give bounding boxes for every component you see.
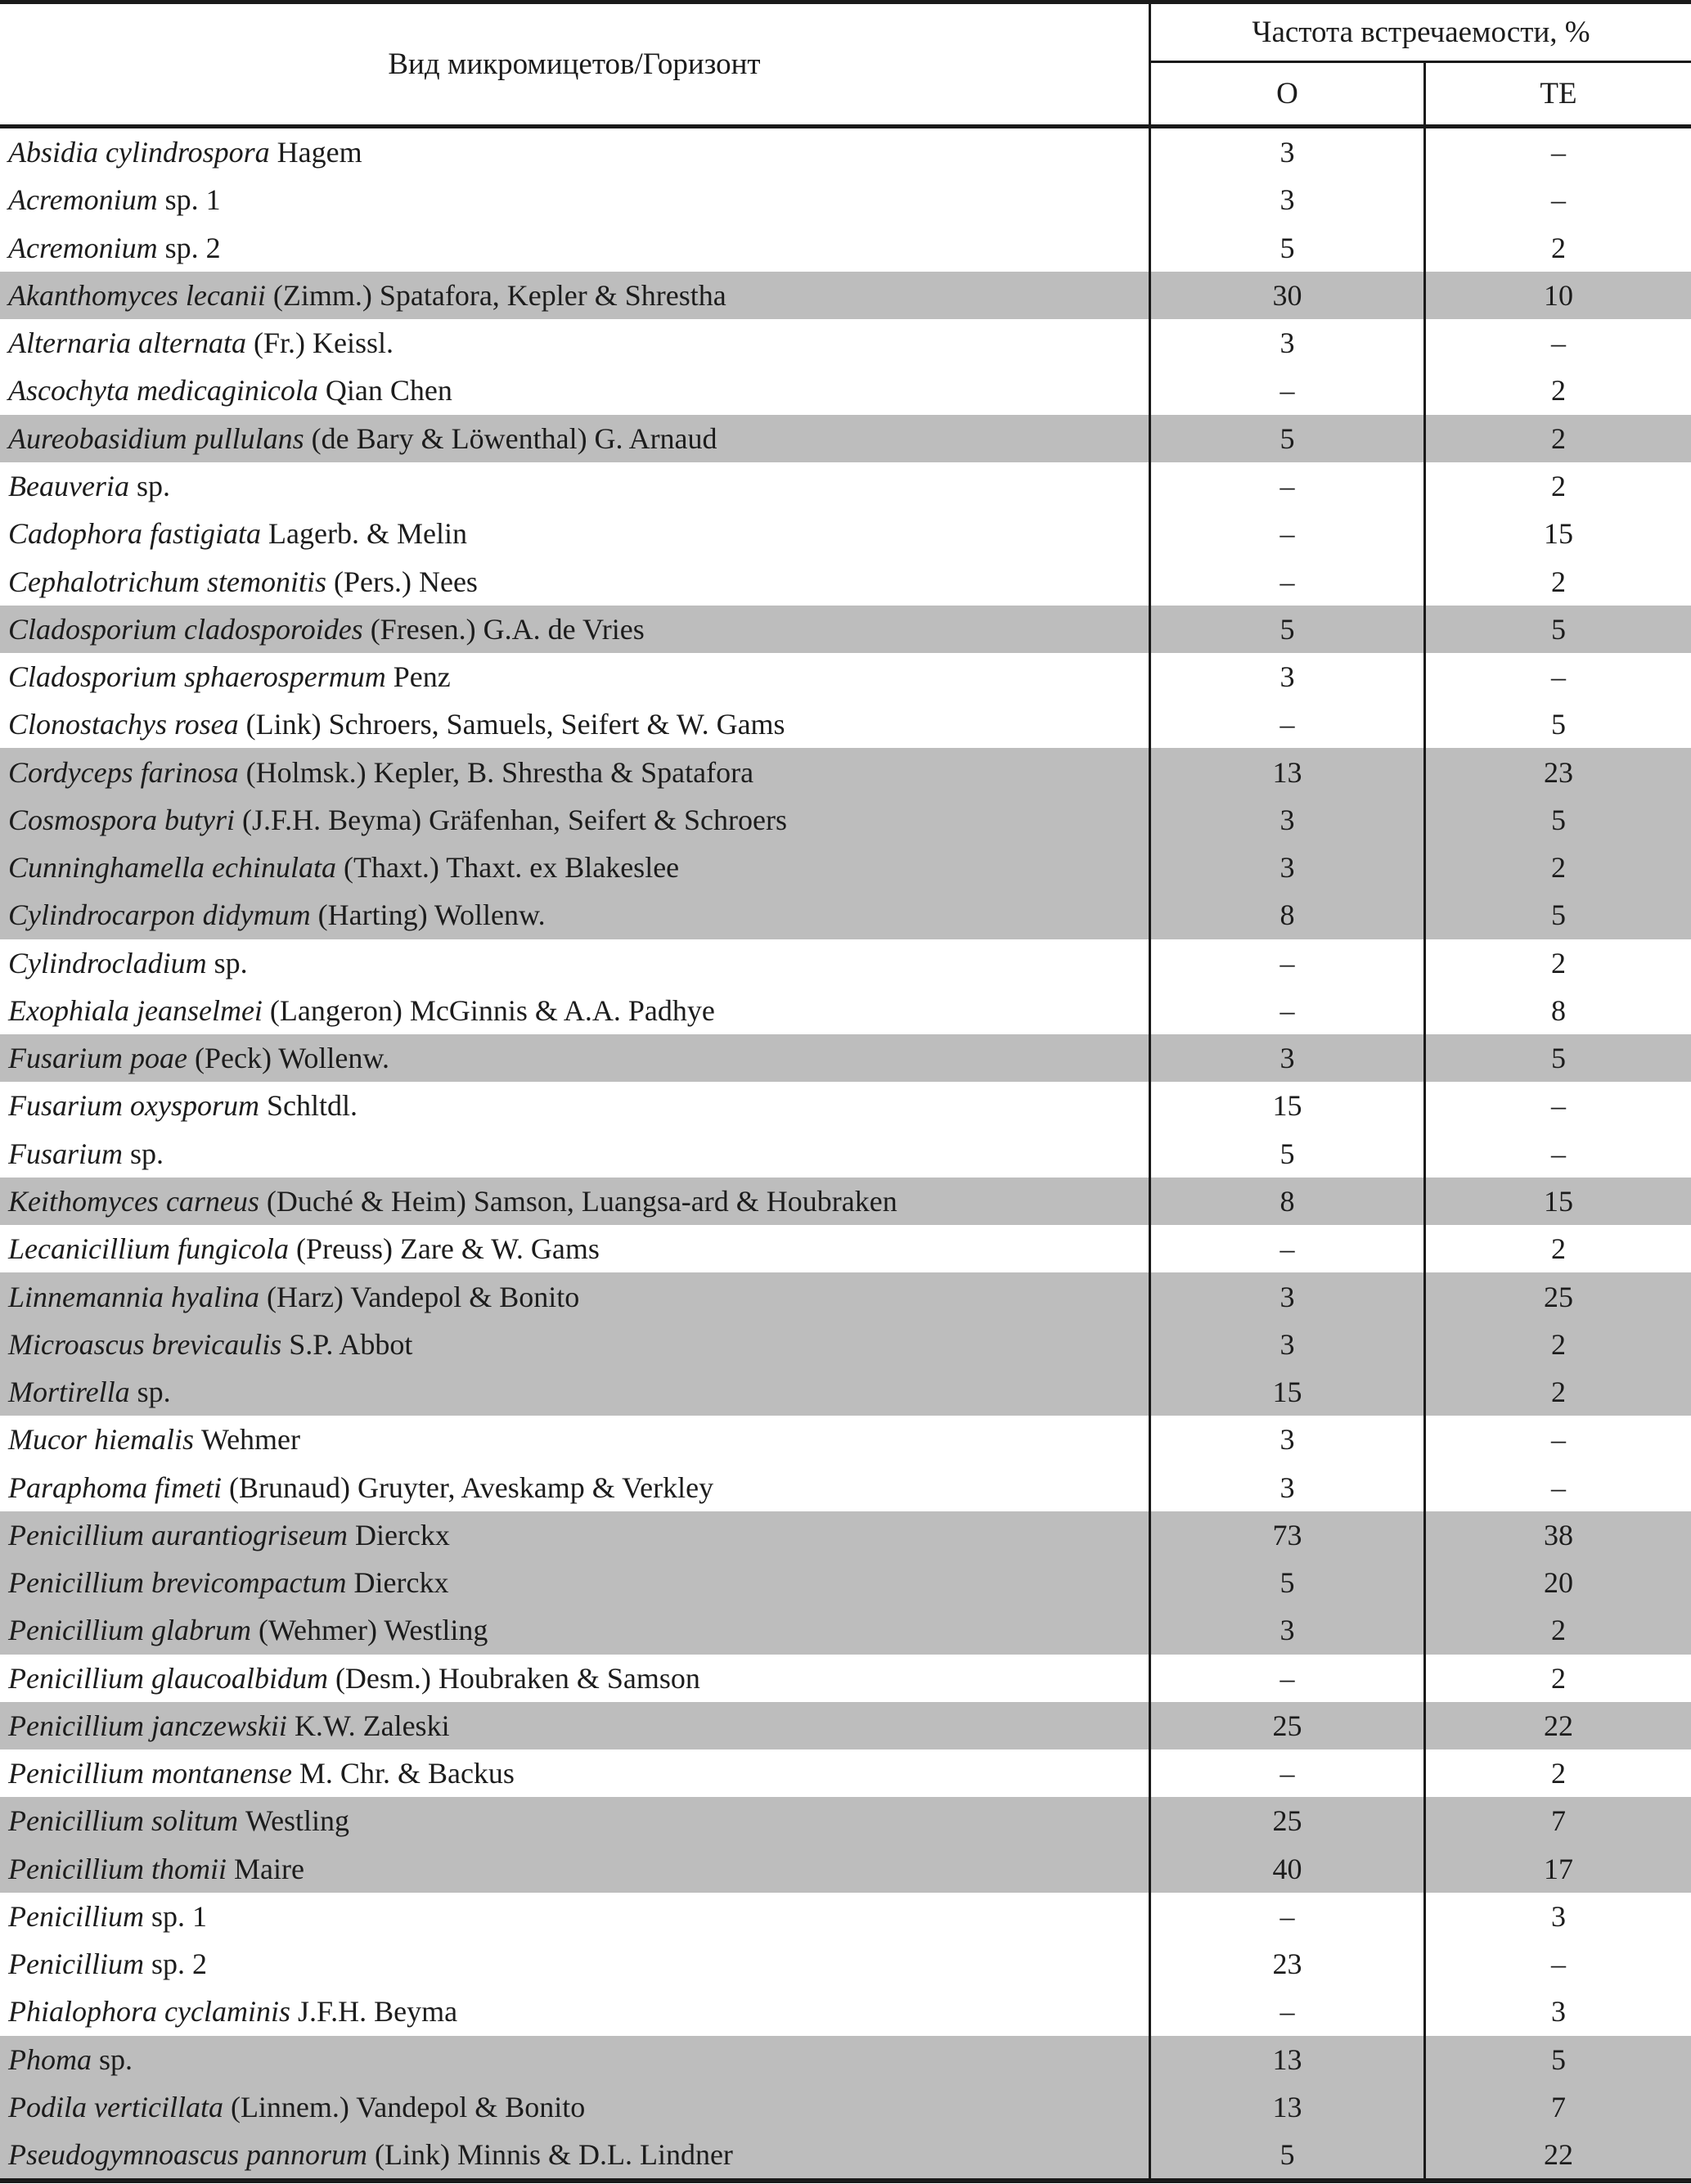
- species-name: Clonostachys rosea: [8, 708, 239, 741]
- species-name: Cladosporium cladosporoides: [8, 612, 363, 646]
- te-frequency-cell: 2: [1423, 367, 1691, 414]
- species-name: Cordyceps farinosa: [8, 755, 239, 789]
- o-frequency-cell: 3: [1149, 1321, 1423, 1368]
- o-frequency-cell: 23: [1149, 1940, 1423, 1988]
- species-name: Cephalotrichum stemonitis: [8, 565, 326, 598]
- species-name: Absidia cylindrospora: [8, 136, 270, 169]
- species-cell: [0, 1368, 1149, 1416]
- species-authority: sp. 1: [157, 183, 221, 217]
- table-row: [0, 1082, 1691, 1129]
- species-authority: Qian Chen: [317, 374, 452, 408]
- species-authority: (Thaxt.) Thaxt. ex Blakeslee: [335, 851, 680, 885]
- species-cell: [0, 606, 1149, 653]
- species-authority: Hagem: [269, 136, 362, 169]
- o-frequency-cell: –: [1149, 462, 1423, 510]
- table-row: [0, 606, 1691, 653]
- column-header-species-horizon: Вид микромицетов/Горизонт: [388, 47, 761, 81]
- species-name: Aureobasidium pullulans: [8, 421, 304, 455]
- species-name: Alternaria alternata: [8, 326, 246, 360]
- table-row: [0, 1368, 1691, 1416]
- species-authority: Wehmer: [193, 1423, 301, 1457]
- te-frequency-cell: –: [1423, 653, 1691, 700]
- species-name: Fusarium: [8, 1137, 124, 1170]
- species-cell: [0, 1130, 1149, 1178]
- table-row: [0, 1463, 1691, 1511]
- species-authority: (Brunaud) Gruyter, Aveskamp & Verkley: [221, 1470, 714, 1504]
- te-frequency-cell: 5: [1423, 700, 1691, 748]
- species-name: Microascus brevicaulis: [8, 1327, 282, 1361]
- table-row: [0, 510, 1691, 557]
- o-frequency-cell: –: [1149, 987, 1423, 1034]
- te-frequency-cell: 2: [1423, 1368, 1691, 1416]
- te-frequency-cell: –: [1423, 1940, 1691, 1988]
- o-frequency-cell: 15: [1149, 1082, 1423, 1129]
- table-row: [0, 1178, 1691, 1225]
- species-authority: S.P. Abbot: [281, 1327, 413, 1361]
- o-frequency-cell: 5: [1149, 1559, 1423, 1606]
- te-frequency-cell: 17: [1423, 1845, 1691, 1893]
- table-row: [0, 1321, 1691, 1368]
- species-cell: [0, 510, 1149, 557]
- species-cell: [0, 939, 1149, 987]
- species-cell: [0, 2036, 1149, 2083]
- species-name: Podila verticillata: [8, 2091, 223, 2124]
- species-authority: (Preuss) Zare & W. Gams: [288, 1232, 600, 1266]
- species-cell: [0, 1272, 1149, 1320]
- table-row: [0, 1940, 1691, 1988]
- species-authority: (Zimm.) Spatafora, Kepler & Shrestha: [265, 278, 726, 312]
- species-authority: Penz: [385, 660, 451, 694]
- te-frequency-cell: 2: [1423, 1749, 1691, 1797]
- te-frequency-cell: –: [1423, 1416, 1691, 1463]
- table-body: [0, 128, 1691, 2178]
- species-cell: [0, 176, 1149, 223]
- te-frequency-cell: –: [1423, 319, 1691, 367]
- species-cell: [0, 319, 1149, 367]
- species-name: Keithomyces carneus: [8, 1184, 259, 1218]
- species-authority: (Harting) Wollenw.: [310, 898, 546, 932]
- species-cell: [0, 415, 1149, 462]
- o-frequency-cell: 5: [1149, 415, 1423, 462]
- species-name: Ascochyta medicaginicola: [8, 374, 318, 408]
- species-name: Acremonium: [8, 183, 158, 217]
- species-cell: [0, 557, 1149, 605]
- o-frequency-cell: 3: [1149, 796, 1423, 844]
- species-name: Acremonium: [8, 231, 158, 264]
- te-frequency-cell: 2: [1423, 1606, 1691, 1654]
- table-row: [0, 176, 1691, 223]
- o-frequency-cell: –: [1149, 557, 1423, 605]
- species-authority: sp. 2: [143, 1948, 207, 1981]
- species-cell: [0, 1893, 1149, 1940]
- species-cell: [0, 1797, 1149, 1844]
- species-authority: Lagerb. & Melin: [261, 517, 467, 551]
- table-row: [0, 987, 1691, 1034]
- species-cell: [0, 2131, 1149, 2178]
- o-frequency-cell: –: [1149, 939, 1423, 987]
- species-authority: K.W. Zaleski: [286, 1709, 450, 1742]
- species-authority: Dierckx: [346, 1566, 449, 1600]
- o-frequency-cell: 3: [1149, 844, 1423, 891]
- species-cell: [0, 796, 1149, 844]
- table-row: [0, 1702, 1691, 1749]
- species-cell: [0, 462, 1149, 510]
- o-frequency-cell: 5: [1149, 224, 1423, 272]
- o-frequency-cell: –: [1149, 1893, 1423, 1940]
- table-row: [0, 1749, 1691, 1797]
- table-row: [0, 1272, 1691, 1320]
- species-cell: [0, 1606, 1149, 1654]
- species-authority: (Langeron) McGinnis & A.A. Padhye: [262, 993, 715, 1027]
- species-name: Mortirella: [8, 1376, 130, 1409]
- o-frequency-cell: –: [1149, 1749, 1423, 1797]
- te-frequency-cell: 2: [1423, 939, 1691, 987]
- te-frequency-cell: 22: [1423, 2131, 1691, 2178]
- species-authority: sp. 2: [157, 231, 221, 264]
- table-row: [0, 557, 1691, 605]
- species-authority: sp.: [129, 1376, 171, 1409]
- species-name: Phialophora cyclaminis: [8, 1995, 290, 2029]
- species-cell: [0, 1940, 1149, 1988]
- o-frequency-cell: –: [1149, 1225, 1423, 1272]
- te-frequency-cell: 7: [1423, 1797, 1691, 1844]
- species-authority: (Wehmer) Westling: [250, 1614, 488, 1647]
- te-frequency-cell: 5: [1423, 891, 1691, 939]
- te-frequency-cell: 15: [1423, 510, 1691, 557]
- te-frequency-cell: 5: [1423, 2036, 1691, 2083]
- te-frequency-cell: 2: [1423, 1655, 1691, 1702]
- o-frequency-cell: 13: [1149, 2083, 1423, 2131]
- te-frequency-cell: 2: [1423, 415, 1691, 462]
- species-authority: (Fr.) Keissl.: [246, 326, 394, 360]
- o-frequency-cell: 3: [1149, 1272, 1423, 1320]
- species-authority: M. Chr. & Backus: [291, 1757, 515, 1790]
- o-frequency-cell: 3: [1149, 1416, 1423, 1463]
- species-cell: [0, 1178, 1149, 1225]
- species-cell: [0, 891, 1149, 939]
- o-frequency-cell: 3: [1149, 1463, 1423, 1511]
- species-authority: Westling: [237, 1804, 350, 1838]
- table-row: [0, 1511, 1691, 1559]
- o-frequency-cell: 40: [1149, 1845, 1423, 1893]
- species-authority: (Holmsk.) Kepler, B. Shrestha & Spatafora: [238, 755, 754, 789]
- species-name: Penicillium solitum: [8, 1804, 238, 1838]
- species-authority: (Linnem.) Vandepol & Bonito: [223, 2091, 586, 2124]
- species-name: Penicillium: [8, 1948, 144, 1981]
- species-authority: (J.F.H. Beyma) Gräfenhan, Seifert & Schroers: [235, 803, 787, 836]
- species-cell: [0, 224, 1149, 272]
- column-header-o-horizon: О: [1149, 63, 1423, 124]
- te-frequency-cell: 23: [1423, 748, 1691, 795]
- species-name: Beauveria: [8, 469, 129, 502]
- species-cell: [0, 2083, 1149, 2131]
- table-row: [0, 1130, 1691, 1178]
- table-row: [0, 1988, 1691, 2035]
- te-frequency-cell: 5: [1423, 606, 1691, 653]
- o-frequency-cell: 3: [1149, 128, 1423, 176]
- table-header: [0, 4, 1691, 128]
- species-authority: J.F.H. Beyma: [290, 1995, 458, 2029]
- te-frequency-cell: 8: [1423, 987, 1691, 1034]
- table-row: [0, 319, 1691, 367]
- species-name: Paraphoma fimeti: [8, 1470, 222, 1504]
- species-cell: [0, 1225, 1149, 1272]
- species-name: Penicillium: [8, 1899, 144, 1933]
- species-cell: [0, 748, 1149, 795]
- species-cell: [0, 1511, 1149, 1559]
- species-authority: (de Bary & Löwenthal) G. Arnaud: [304, 421, 717, 455]
- te-frequency-cell: 2: [1423, 224, 1691, 272]
- te-frequency-cell: –: [1423, 1130, 1691, 1178]
- species-name: Phoma: [8, 2042, 92, 2076]
- table-row: [0, 653, 1691, 700]
- species-authority: Dierckx: [347, 1518, 450, 1551]
- table-row: [0, 367, 1691, 414]
- o-frequency-cell: 5: [1149, 2131, 1423, 2178]
- te-frequency-cell: –: [1423, 128, 1691, 176]
- species-cell: [0, 1749, 1149, 1797]
- table-row: [0, 2131, 1691, 2178]
- o-frequency-cell: –: [1149, 1988, 1423, 2035]
- species-cell: [0, 1655, 1149, 1702]
- table-row: [0, 844, 1691, 891]
- species-authority: sp.: [92, 2042, 133, 2076]
- table-row: [0, 1845, 1691, 1893]
- species-cell: [0, 1845, 1149, 1893]
- te-frequency-cell: –: [1423, 1463, 1691, 1511]
- species-authority: sp.: [128, 469, 170, 502]
- species-cell: [0, 1702, 1149, 1749]
- species-name: Akanthomyces lecanii: [8, 278, 266, 312]
- column-group-header-frequency: Частота встречаемости, %: [1149, 4, 1691, 63]
- species-name: Penicillium aurantiogriseum: [8, 1518, 348, 1551]
- column-header-te-horizon: ТЕ: [1423, 63, 1691, 124]
- o-frequency-cell: –: [1149, 367, 1423, 414]
- te-frequency-cell: 10: [1423, 272, 1691, 319]
- o-frequency-cell: 13: [1149, 748, 1423, 795]
- species-authority: (Link) Minnis & D.L. Lindner: [367, 2138, 733, 2172]
- o-frequency-cell: 3: [1149, 1034, 1423, 1082]
- table-row: [0, 1606, 1691, 1654]
- species-name: Penicillium glaucoalbidum: [8, 1661, 328, 1695]
- table-row: [0, 939, 1691, 987]
- species-name: Mucor hiemalis: [8, 1423, 194, 1457]
- o-frequency-cell: 3: [1149, 176, 1423, 223]
- species-cell: [0, 367, 1149, 414]
- species-authority: (Fresen.) G.A. de Vries: [362, 612, 645, 646]
- species-cell: [0, 1416, 1149, 1463]
- species-name: Penicillium thomii: [8, 1852, 227, 1885]
- o-frequency-cell: 25: [1149, 1797, 1423, 1844]
- table-row: [0, 1893, 1691, 1940]
- species-name: Cunninghamella echinulata: [8, 851, 336, 885]
- species-authority: Maire: [226, 1852, 304, 1885]
- o-frequency-cell: 25: [1149, 1702, 1423, 1749]
- o-frequency-cell: 30: [1149, 272, 1423, 319]
- species-authority: sp. 1: [143, 1899, 207, 1933]
- table-row: [0, 415, 1691, 462]
- table-row: [0, 272, 1691, 319]
- table-row: [0, 748, 1691, 795]
- species-name: Cylindrocladium: [8, 946, 207, 979]
- species-name: Linnemannia hyalina: [8, 1280, 259, 1313]
- o-frequency-cell: 13: [1149, 2036, 1423, 2083]
- table-row: [0, 1034, 1691, 1082]
- te-frequency-cell: 2: [1423, 557, 1691, 605]
- table-row: [0, 1797, 1691, 1844]
- species-name: Fusarium poae: [8, 1042, 187, 1075]
- o-frequency-cell: 15: [1149, 1368, 1423, 1416]
- species-cell: [0, 1559, 1149, 1606]
- te-frequency-cell: 25: [1423, 1272, 1691, 1320]
- o-frequency-cell: 8: [1149, 891, 1423, 939]
- te-frequency-cell: 5: [1423, 1034, 1691, 1082]
- table-row: [0, 1225, 1691, 1272]
- te-frequency-cell: –: [1423, 1082, 1691, 1129]
- table-row: [0, 891, 1691, 939]
- o-frequency-cell: 3: [1149, 319, 1423, 367]
- te-frequency-cell: 2: [1423, 1225, 1691, 1272]
- te-frequency-cell: 15: [1423, 1178, 1691, 1225]
- species-cell: [0, 987, 1149, 1034]
- table-row: [0, 700, 1691, 748]
- te-frequency-cell: 7: [1423, 2083, 1691, 2131]
- species-cell: [0, 1321, 1149, 1368]
- species-name: Penicillium glabrum: [8, 1614, 251, 1647]
- species-cell: [0, 272, 1149, 319]
- table-row: [0, 2083, 1691, 2131]
- species-name: Penicillium montanense: [8, 1757, 292, 1790]
- table-row: [0, 128, 1691, 176]
- o-frequency-cell: 3: [1149, 1606, 1423, 1654]
- o-frequency-cell: 5: [1149, 1130, 1423, 1178]
- o-frequency-cell: 3: [1149, 653, 1423, 700]
- table-row: [0, 796, 1691, 844]
- species-name: Cosmospora butyri: [8, 803, 236, 836]
- species-name: Exophiala jeanselmei: [8, 993, 263, 1027]
- species-authority: (Link) Schroers, Samuels, Seifert & W. Gams: [238, 708, 785, 741]
- species-name: Penicillium janczewskii: [8, 1709, 287, 1742]
- species-name: Fusarium oxysporum: [8, 1089, 259, 1123]
- table-row: [0, 462, 1691, 510]
- species-cell: [0, 653, 1149, 700]
- table-row: [0, 2036, 1691, 2083]
- table-row: [0, 224, 1691, 272]
- species-authority: Schltdl.: [259, 1089, 358, 1123]
- o-frequency-cell: –: [1149, 510, 1423, 557]
- species-authority: (Peck) Wollenw.: [187, 1042, 390, 1075]
- table-row: [0, 1655, 1691, 1702]
- species-name: Penicillium brevicompactum: [8, 1566, 347, 1600]
- species-authority: sp.: [206, 946, 248, 979]
- species-cell: [0, 1034, 1149, 1082]
- species-authority: (Desm.) Houbraken & Samson: [327, 1661, 700, 1695]
- species-cell: [0, 844, 1149, 891]
- o-frequency-cell: 5: [1149, 606, 1423, 653]
- te-frequency-cell: 3: [1423, 1988, 1691, 2035]
- species-cell: [0, 1082, 1149, 1129]
- o-frequency-cell: 8: [1149, 1178, 1423, 1225]
- species-cell: [0, 1988, 1149, 2035]
- species-name: Lecanicillium fungicola: [8, 1232, 289, 1266]
- te-frequency-cell: –: [1423, 176, 1691, 223]
- o-frequency-cell: –: [1149, 1655, 1423, 1702]
- te-frequency-cell: 2: [1423, 462, 1691, 510]
- species-name: Cladosporium sphaerospermum: [8, 660, 386, 694]
- species-name: Pseudogymnoascus pannorum: [8, 2138, 367, 2172]
- o-frequency-cell: 73: [1149, 1511, 1423, 1559]
- te-frequency-cell: 2: [1423, 844, 1691, 891]
- te-frequency-cell: 2: [1423, 1321, 1691, 1368]
- te-frequency-cell: 20: [1423, 1559, 1691, 1606]
- species-name: Cylindrocarpon didymum: [8, 898, 311, 932]
- o-frequency-cell: –: [1149, 700, 1423, 748]
- species-cell: [0, 700, 1149, 748]
- species-name: Cadophora fastigiata: [8, 517, 262, 551]
- te-frequency-cell: 22: [1423, 1702, 1691, 1749]
- table-row: [0, 1416, 1691, 1463]
- species-cell: [0, 128, 1149, 176]
- species-authority: (Harz) Vandepol & Bonito: [259, 1280, 580, 1313]
- te-frequency-cell: 5: [1423, 796, 1691, 844]
- species-authority: (Pers.) Nees: [326, 565, 478, 598]
- table-row: [0, 1559, 1691, 1606]
- te-frequency-cell: 3: [1423, 1893, 1691, 1940]
- species-authority: sp.: [123, 1137, 164, 1170]
- species-authority: (Duché & Heim) Samson, Luangsa-ard & Houbraken: [259, 1184, 897, 1218]
- species-cell: [0, 1463, 1149, 1511]
- te-frequency-cell: 38: [1423, 1511, 1691, 1559]
